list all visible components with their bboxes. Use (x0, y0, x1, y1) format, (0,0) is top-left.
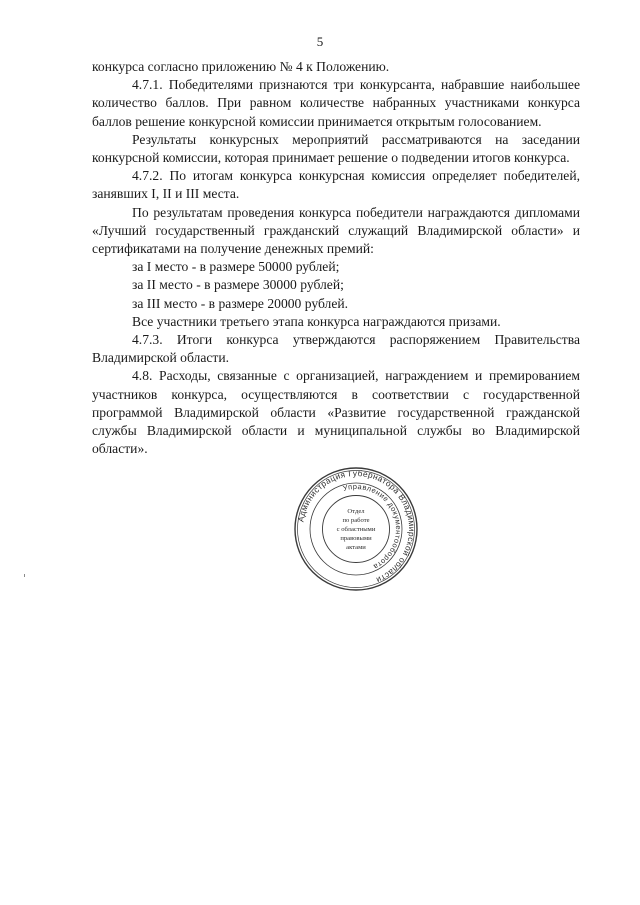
document-body (92, 58, 580, 458)
seal-center-line: правовыми (340, 535, 372, 542)
page-number: 5 (316, 34, 324, 49)
paragraph-awards: По результатам проведения конкурса победители награждаются дипломами «Лучший государственный гражданский служащий Владимирской области» и сертификатами на получение денежных премий: (92, 204, 580, 257)
seal-center-line: по работе (342, 517, 370, 524)
paragraph-continuation: конкурса согласно приложению № 4 к Положению. (92, 59, 390, 74)
paragraph-4-8: 4.8. Расходы, связанные с организацией, награждением и премированием участников конкурса, осуществляются в соответствии с государственной программой Владимирской области «Развитие государственной гражданской службы Владимирской области и муниципальной службы во Владимирской области». (92, 368, 580, 457)
seal-center-line: Отдел (347, 508, 365, 515)
scan-artifact (24, 574, 25, 577)
prize-third-place: за III место - в размере 20000 рублей. (132, 295, 349, 311)
paragraph-participant-prizes: Все участники третьего этапа конкурса награждаются призами. (132, 313, 501, 329)
seal-center-line: актами (346, 544, 366, 551)
paragraph-4-7-2: 4.7.2. По итогам конкурса конкурсная комиссия определяет победителей, занявших I, II и III места. (92, 168, 580, 202)
paragraph-4-7-3: 4.7.3. Итоги конкурса утверждаются распоряжением Правительства Владимирской области. (92, 332, 580, 366)
prize-first-place: за I место - в размере 50000 рублей; (132, 259, 340, 275)
paragraph-4-7-1: 4.7.1. Победителями признаются три конкурсанта, набравшие наибольшее количество баллов. При равном количестве набранных участниками конкурса баллов решение конкурсной комиссии принимается открытым голосованием. (92, 77, 580, 129)
paragraph-results-review: Результаты конкурсных мероприятий рассматриваются на заседании конкурсной комиссии, которая принимает решение о подведении итогов конкурса. (92, 131, 580, 166)
seal-center-line: с областными (336, 526, 376, 533)
seal-outer-text: Администрация Губернатора Владимирской области (295, 467, 418, 586)
prize-second-place: за II место - в размере 30000 рублей; (132, 277, 344, 293)
official-seal-stamp (293, 466, 419, 592)
seal-inner-text: Управление документооборота (341, 481, 404, 572)
